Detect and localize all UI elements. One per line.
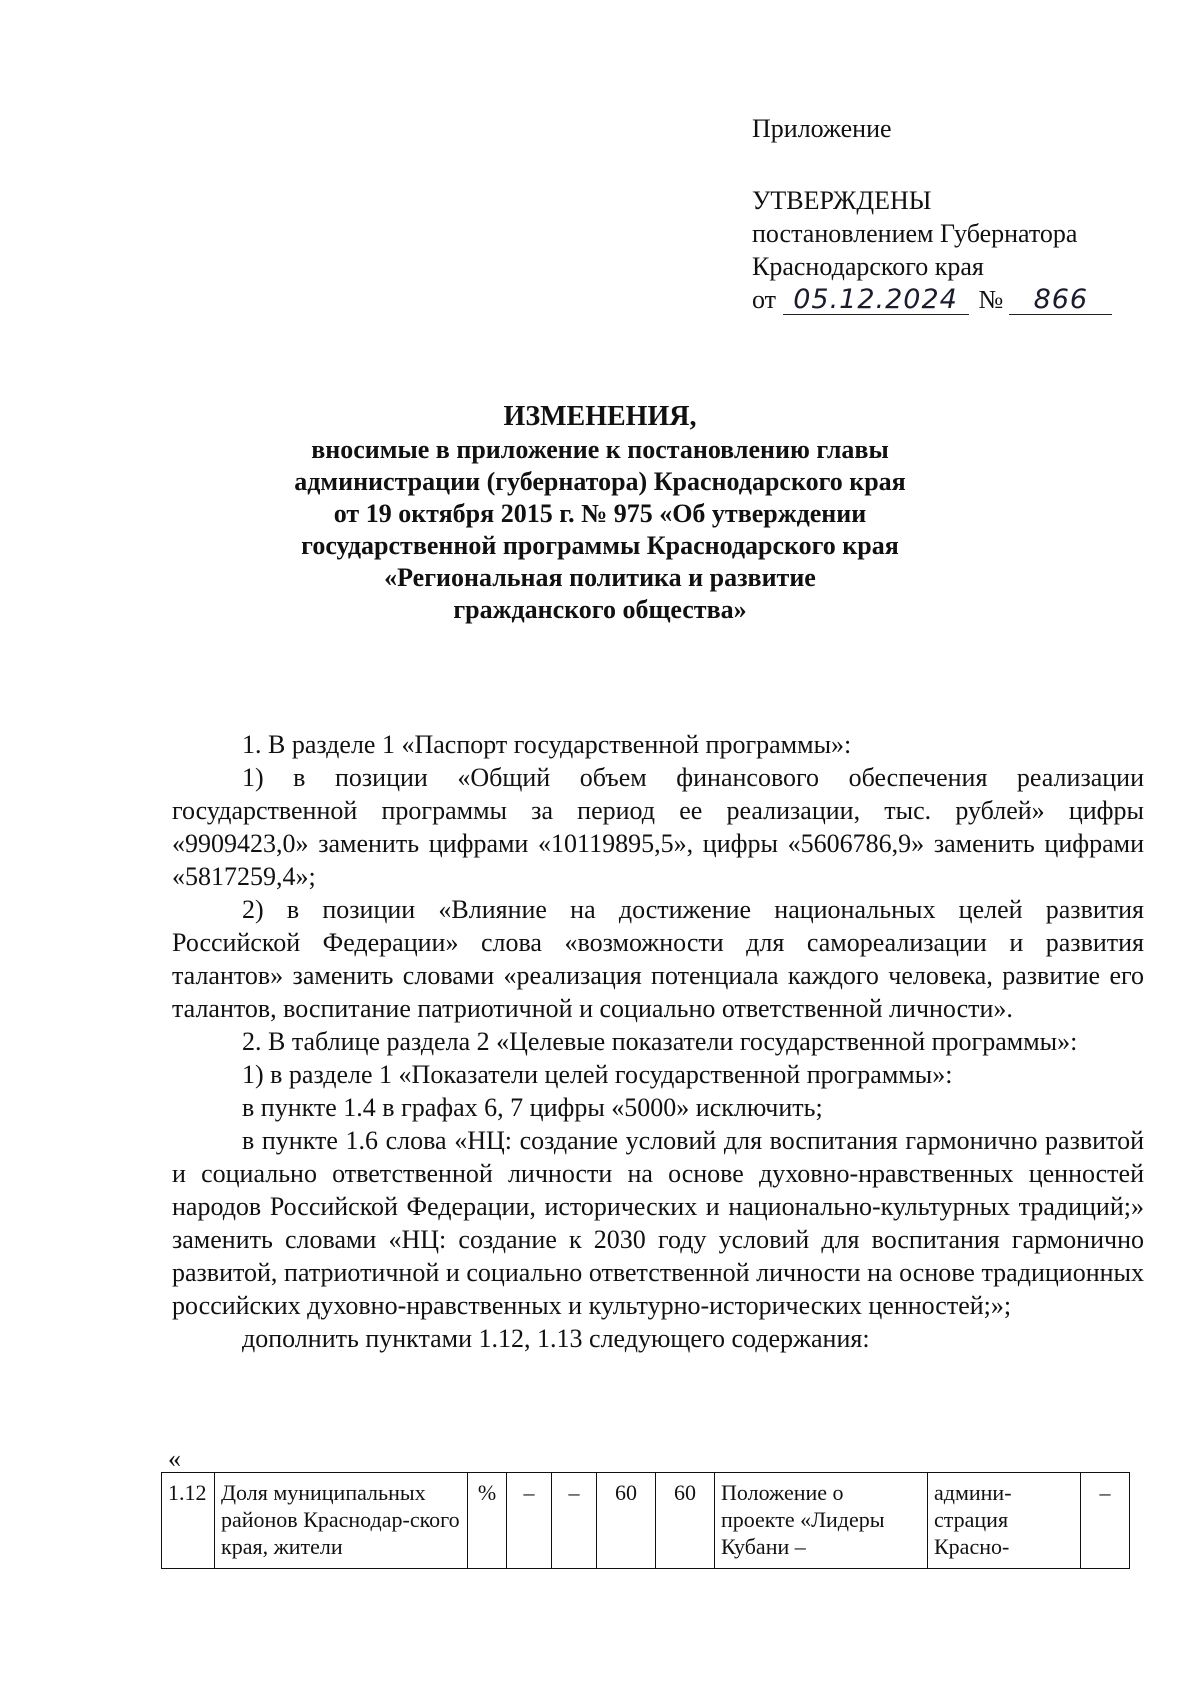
table-row xyxy=(162,1473,1130,1569)
table-cell-indicator-name: Доля муниципальных районов Краснодар-ского края, жители xyxy=(215,1473,468,1569)
paragraph-2: 1) в позиции «Общий объем финансового обеспечения реализации государственной программы за период ее реализации, тыс. рублей» цифры «9909423,0» заменить цифрами «10119895,5», цифры «5606786,9» заменить цифрами «5817259,4»; xyxy=(172,763,1144,891)
table-cell-basis: Положение о проекте «Лидеры Кубани – xyxy=(715,1473,928,1569)
approval-line-2: Краснодарского края xyxy=(752,252,984,281)
heading-line-6: гражданского общества» xyxy=(453,595,747,624)
approval-date-line xyxy=(752,283,1172,316)
handwritten-number: 866 xyxy=(1009,286,1112,315)
paragraph-1: 1. В разделе 1 «Паспорт государственной программы»: xyxy=(242,730,852,759)
heading-title: ИЗМЕНЕНИЯ, xyxy=(503,401,697,432)
paragraph-7: в пункте 1.6 слова «НЦ: создание условий для воспитания гармонично развитой и социально ответственной личности на основе духовно-нравственных ценностей народов Российской Федерации, исторических и национально-культурных традиций;» заменить словами «НЦ: создание к 2030 году условий для воспитания гармонично развитой, патриотичной и социально ответственной личности на основе традиционных российских духовно-нравственных и культурно-исторических ценностей;»; xyxy=(172,1126,1144,1320)
table-cell-responsible: админи-страция Красно- xyxy=(928,1473,1081,1569)
handwritten-date: 05.12.2024 xyxy=(783,286,969,315)
appendix-label: Приложение xyxy=(752,114,892,143)
from-label: от xyxy=(752,285,777,314)
paragraph-4: 2. В таблице раздела 2 «Целевые показатели государственной программы»: xyxy=(242,1027,1078,1056)
document-heading xyxy=(150,400,1050,626)
table-cell-col5: – xyxy=(552,1473,597,1569)
table-cell-number: 1.12 xyxy=(162,1473,215,1569)
paragraph-6: в пункте 1.4 в графах 6, 7 цифры «5000» исключить; xyxy=(242,1093,823,1122)
paragraph-8: дополнить пунктами 1.12, 1.13 следующего содержания: xyxy=(242,1324,870,1353)
document-body xyxy=(172,728,1144,1355)
table-cell-col6: 60 xyxy=(597,1473,656,1569)
table-cell-unit: % xyxy=(468,1473,507,1569)
approval-stamp xyxy=(752,112,1172,316)
paragraph-5: 1) в разделе 1 «Показатели целей государственной программы»: xyxy=(242,1060,953,1089)
heading-line-5: «Региональная политика и развитие xyxy=(384,563,816,592)
heading-line-3: от 19 октября 2015 г. № 975 «Об утверждении xyxy=(333,499,867,528)
approval-line-1: постановлением Губернатора xyxy=(752,219,1078,248)
heading-line-2: администрации (губернатора) Краснодарского края xyxy=(294,467,906,496)
approved-label: УТВЕРЖДЕНЫ xyxy=(752,186,932,215)
table-cell-last: – xyxy=(1081,1473,1130,1569)
number-label: № xyxy=(978,285,1004,314)
heading-line-4: государственной программы Краснодарского края xyxy=(301,531,899,560)
opening-quote: « xyxy=(168,1444,181,1473)
paragraph-3: 2) в позиции «Влияние на достижение национальных целей развития Российской Федерации» слова «возможности для самореализации и развития талантов» заменить словами «реализация потенциала каждого человека, развитие его талантов, воспитание патриотичной и социально ответственной личности». xyxy=(172,895,1144,1023)
table-cell-col7: 60 xyxy=(656,1473,715,1569)
table-cell-col4: – xyxy=(507,1473,552,1569)
indicators-table xyxy=(161,1472,1130,1569)
heading-line-1: вносимые в приложение к постановлению главы xyxy=(311,435,889,464)
